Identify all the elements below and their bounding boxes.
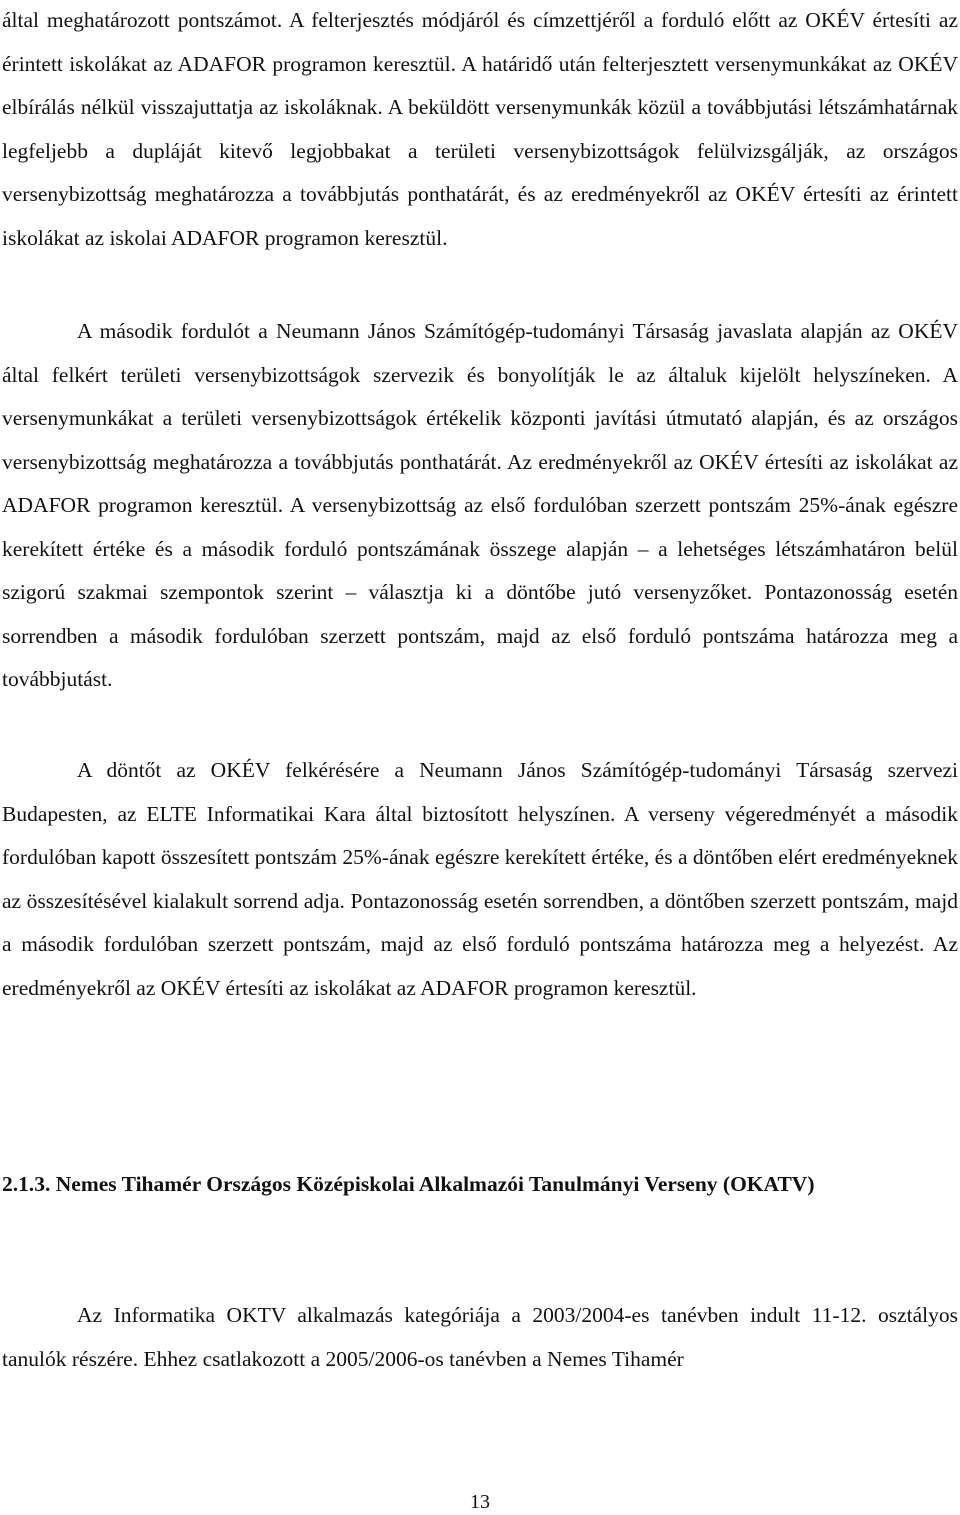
section-title: Nemes Tihamér Országos Középiskolai Alkalmazói Tanulmányi Verseny (OKATV) [55, 1172, 815, 1196]
paragraph-felterjesztes: által meghatározott pontszámot. A felterjesztés módjáról és címzettjéről a forduló előtt az OKÉV értesíti az érintett iskolákat az ADAFOR programon keresztül. A határidő után felterjesztett versenymunkákat az OKÉV elbírálás nélkül visszajuttatja az iskoláknak. A beküldött versenymunkák közül a továbbjutási létszámhatárnak legfeljebb a dupláját kitevő legjobbakat a területi versenybizottságok felülvizsgálják, az országos versenybizottság meghatározza a továbbjutás ponthatárát, és az eredményekről az OKÉV értesíti az érintett iskolákat az iskolai ADAFOR programon keresztül. [2, 8, 958, 250]
paragraph-donto: A döntőt az OKÉV felkérésére a Neumann János Számítógép-tudományi Társaság szervezi Budapesten, az ELTE Informatikai Kara által biztosított helyszínen. A verseny végeredményét a második fordulóban kapott összesített pontszám 25%-ának egészre kerekített értéke, és a döntőben elért eredményeknek az összesítésével kialakult sorrend adja. Pontazonosság esetén sorrendben, a döntőben szerzett pontszám, majd a második fordulóban szerzett pontszám, majd az első forduló pontszáma határozza meg a helyezést. Az eredményekről az OKÉV értesíti az iskolákat az ADAFOR programon keresztül. [2, 758, 958, 1000]
paragraph-masodik-fordulo: A második fordulót a Neumann János Számítógép-tudományi Társaság javaslata alapján az OKÉV által felkért területi versenybizottságok szervezik és bonyolítják le az általuk kijelölt helyszíneken. A versenymunkákat a területi versenybizottságok értékelik központi javítási útmutató alapján, és az országos versenybizottság meghatározza a továbbjutás ponthatárát. Az eredményekről az OKÉV értesíti az iskolákat az ADAFOR programon keresztül. A versenybizottság az első fordulóban szerzett pontszám 25%-ának egészre kerekített értéke és a második forduló pontszámának összege alapján – a lehetséges létszámhatáron belül szigorú szakmai szempontok szerint – választja ki a döntőbe jutó versenyzőket. Pontazonosság esetén sorrendben a második fordulóban szerzett pontszám, majd az első forduló pontszáma határozza meg a továbbjutást. [2, 319, 958, 691]
paragraph-okatv-intro: Az Informatika OKTV alkalmazás kategóriája a 2003/2004-es tanévben indult 11-12. osztályos tanulók részére. Ehhez csatlakozott a 2005/2006-os tanévben a Nemes Tihamér [2, 1303, 958, 1371]
page-number: 13 [470, 1491, 490, 1513]
section-number: 2.1.3. [2, 1172, 51, 1196]
section-heading [2, 1163, 958, 1207]
